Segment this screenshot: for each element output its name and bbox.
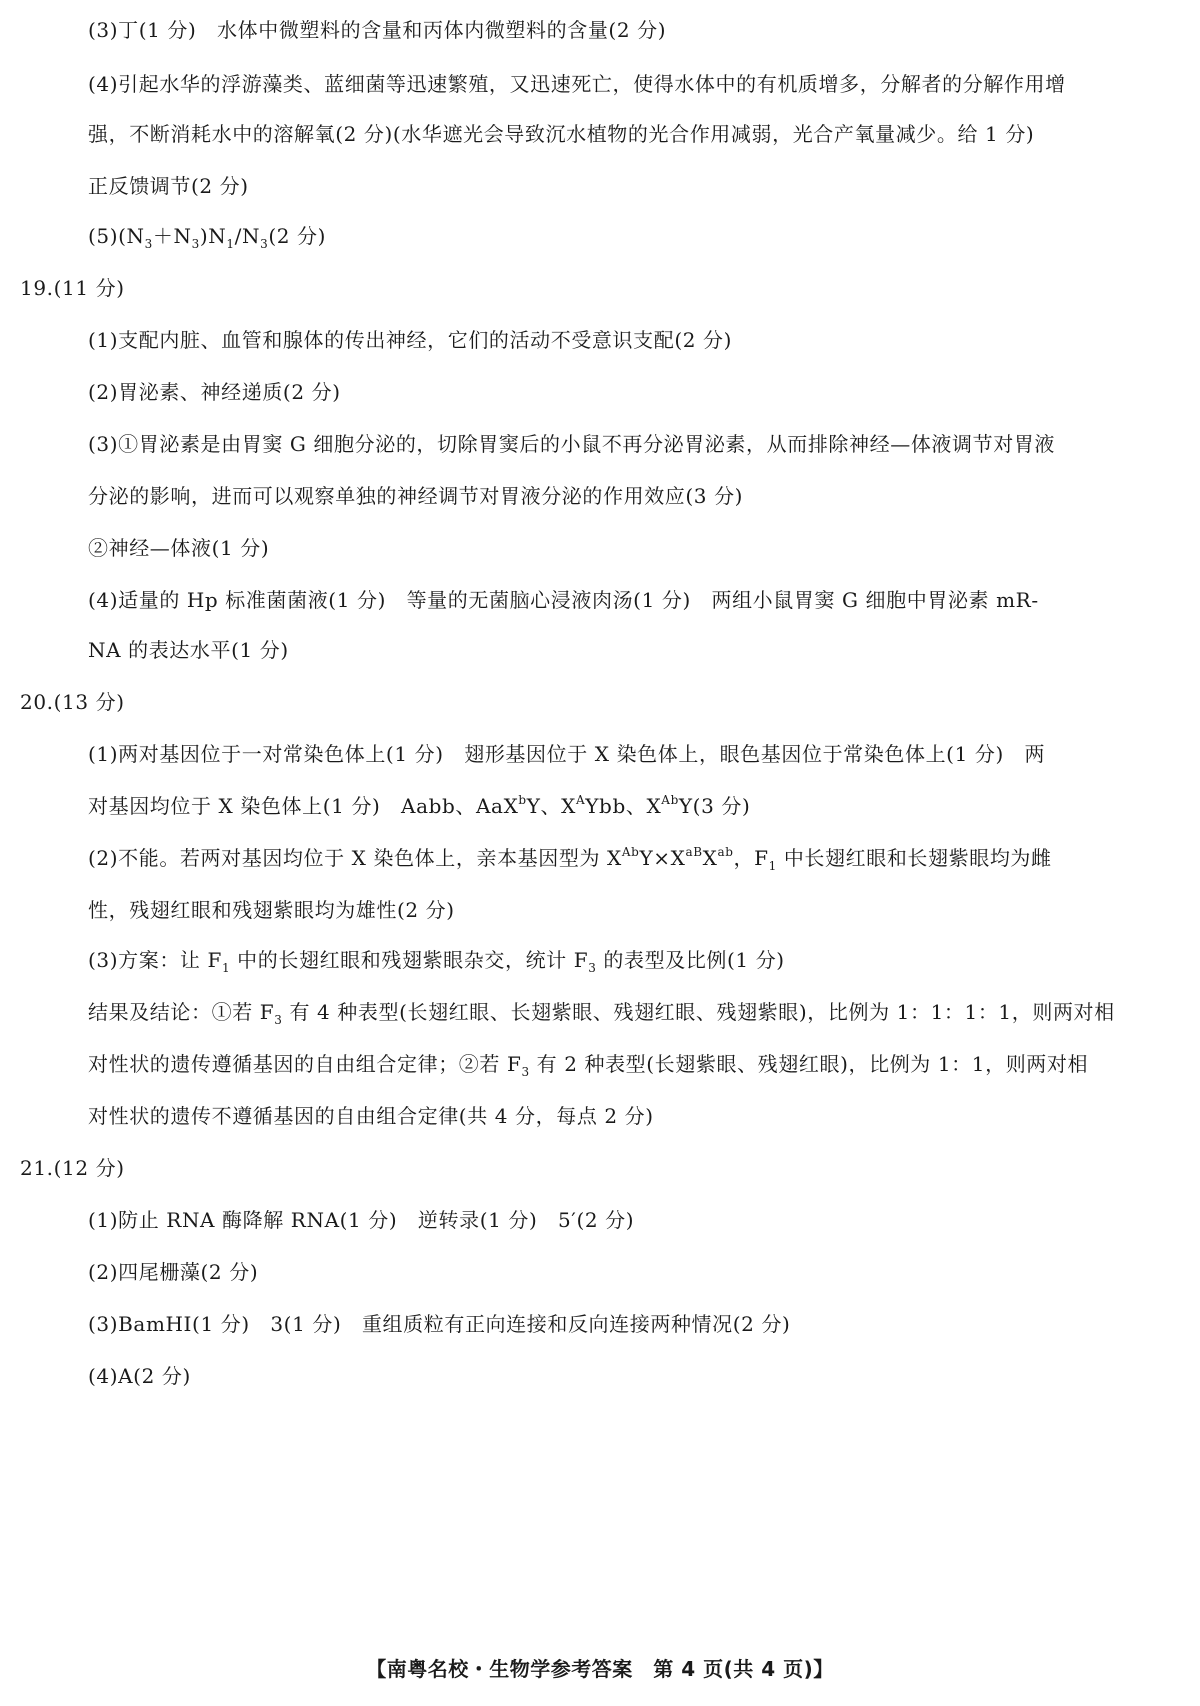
q21-part3: (3)BamHⅠ(1 分) 3(1 分) 重组质粒有正向连接和反向连接两种情况(2 分) [88, 1312, 791, 1336]
q18-part4-line1: (4)引起水华的浮游藻类、蓝细菌等迅速繁殖，又迅速死亡，使得水体中的有机质增多，分解者的分解作用增 [88, 72, 1066, 96]
q18-part4-line2: 强，不断消耗水中的溶解氧(2 分)(水华遮光会导致沉水植物的光合作用减弱，光合产氧量减少。给 1 分) [88, 122, 1035, 146]
q19-part1: (1)支配内脏、血管和腺体的传出神经，它们的活动不受意识支配(2 分) [88, 328, 733, 352]
q19-part4-line2: NA 的表达水平(1 分) [88, 638, 289, 662]
q21-part1: (1)防止 RNA 酶降解 RNA(1 分) 逆转录(1 分) 5′(2 分) [88, 1208, 635, 1232]
q20-part3-line3: 对性状的遗传遵循基因的自由组合定律；②若 $F_3$ 有 2 种表型(长翅紫眼、残翅红眼)，比例为 1：1，则两对相 [88, 1052, 1089, 1079]
q19-part3-line3: ②神经—体液(1 分) [88, 536, 270, 560]
q19-part4-line1: (4)适量的 Hp 标准菌菌液(1 分) 等量的无菌脑心浸液肉汤(1 分) 两组小鼠胃窦 G 细胞中胃泌素 mR- [88, 588, 1039, 612]
q21-part2: (2)四尾栅藻(2 分) [88, 1260, 259, 1284]
q20-part3-line1: (3)方案：让 $F_1$ 中的长翅红眼和残翅紫眼杂交，统计 $F_3$ 的表型及比例(1 分) [88, 948, 785, 975]
q18-part3: (3)丁(1 分) 水体中微塑料的含量和丙体内微塑料的含量(2 分) [88, 18, 667, 42]
q20-part2-line2: 性，残翅红眼和残翅紫眼均为雄性(2 分) [88, 898, 455, 922]
q21-header: 21.(12 分) [20, 1156, 125, 1180]
page-footer: 【南粤名校・生物学参考答案 第 4 页(共 4 页)】 [366, 1657, 834, 1681]
q20-part3-line4: 对性状的遗传不遵循基因的自由组合定律(共 4 分，每点 2 分) [88, 1104, 654, 1128]
q18-part5: $(5)(N_3+N_3)N_1/N_3(2$ 分) [88, 224, 326, 251]
q19-part2: (2)胃泌素、神经递质(2 分) [88, 380, 341, 404]
q19-part3-line1: (3)①胃泌素是由胃窦 G 细胞分泌的，切除胃窦后的小鼠不再分泌胃泌素，从而排除神经—体液调节对胃液 [88, 432, 1056, 456]
q20-part1-line1: (1)两对基因位于一对常染色体上(1 分) 翅形基因位于 X 染色体上，眼色基因位于常染色体上(1 分) 两 [88, 742, 1046, 766]
q21-part4: (4)A(2 分) [88, 1364, 191, 1388]
q20-part3-line2: 结果及结论：①若 $F_3$ 有 4 种表型(长翅红眼、长翅紫眼、残翅红眼、残翅紫眼)，比例为 1：1：1：1，则两对相 [88, 1000, 1115, 1027]
q19-part3-line2: 分泌的影响，进而可以观察单独的神经调节对胃液分泌的作用效应(3 分) [88, 484, 744, 508]
q20-header: 20.(13 分) [20, 690, 125, 714]
q19-header: 19.(11 分) [20, 276, 125, 300]
q20-part2-line1: (2)不能。若两对基因均位于 X 染色体上，亲本基因型为 $X^{Ab}Y\times X^{aB}X^{ab}$，$F_1$ 中长翅红眼和长翅紫眼均为雌 [88, 845, 1052, 873]
q18-part4-line3: 正反馈调节(2 分) [88, 174, 249, 198]
q20-part1-line2: 对基因均位于 X 染色体上(1 分) Aabb、AaX$^b$Y、$X^AYbb$、$X^{Ab}Y(3$ 分) [88, 793, 751, 818]
